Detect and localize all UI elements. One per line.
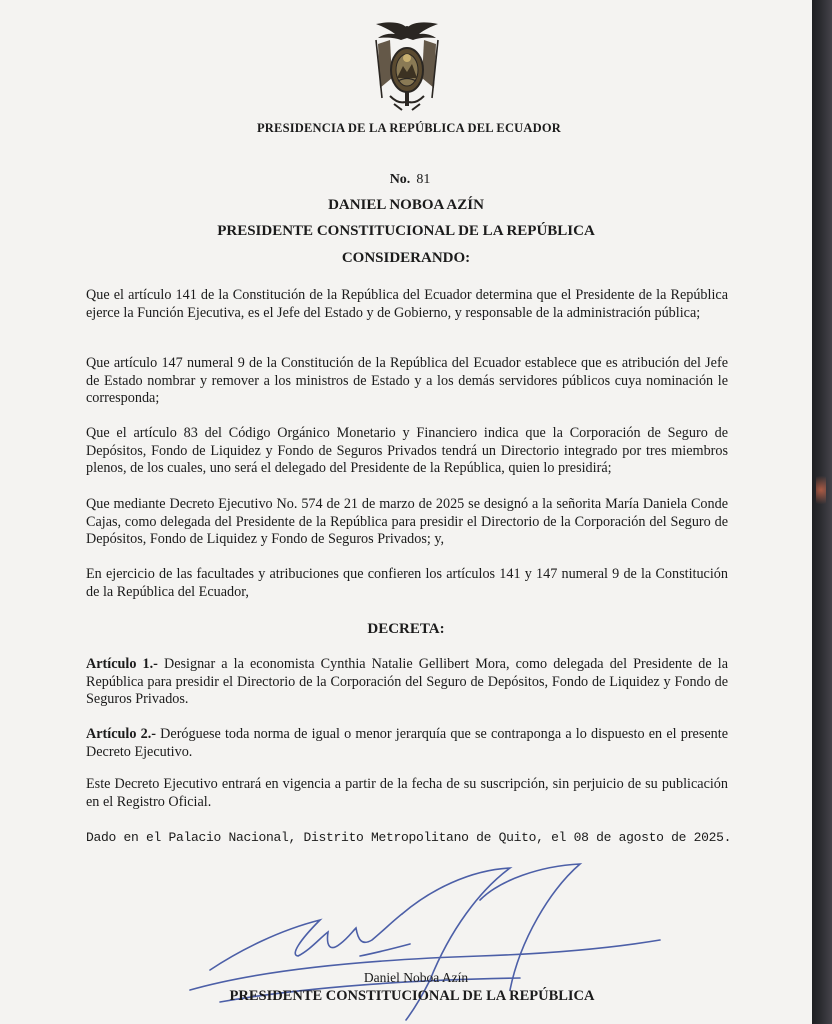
president-name: DANIEL NOBOA AZÍN (328, 197, 484, 213)
article-text: Deróguese toda norma de igual o menor jerarquía que se contraponga a lo dispuesto en el presente Decreto Ejecutivo. (86, 726, 728, 760)
article-text: Designar a la economista Cynthia Natalie Gellibert Mora, como delegada del Presidente de la República para presidir el Directorio de la Corporación del Seguro de Depósitos, Fondo de Liquidez y Fondo de Seguros Privados. (86, 656, 728, 707)
ecuador-coat-of-arms-icon (368, 18, 446, 114)
decree-number-value: 81 (416, 172, 431, 187)
given-at-line: Dado en el Palacio Nacional, Distrito Metropolitano de Quito, el 08 de agosto de 2025. (86, 830, 732, 845)
article-label: Artículo 1.- (86, 656, 158, 672)
considering-heading: CONSIDERANDO: (341, 250, 471, 266)
decree-number-label: No. (389, 172, 411, 187)
decree-number (0, 172, 816, 188)
signer-title: PRESIDENTE CONSTITUCIONAL DE LA REPÚBLICA (229, 988, 595, 1004)
background-edge (812, 0, 832, 1024)
president-title: PRESIDENTE CONSTITUCIONAL DE LA REPÚBLICA (217, 223, 595, 239)
decree-heading: DECRETA: (367, 621, 445, 637)
article-label: Artículo 2.- (86, 726, 156, 742)
consideration-paragraph: Que el artículo 141 de la Constitución de la República del Ecuador determina que el Presidente de la República ejerce la Función Ejecutiva, es el Jefe del Estado y de Gobierno, y responsable de la administración pública; (86, 287, 728, 321)
consideration-paragraph: En ejercicio de las facultades y atribuciones que confieren los artículos 141 y 147 numeral 9 de la Constitución de la República del Ecuador, (86, 566, 728, 600)
consideration-paragraph: Que artículo 147 numeral 9 de la Constitución de la República del Ecuador establece que es atribución del Jefe de Estado nombrar y remover a los ministros de Estado y a los demás servidores públicos cuya nominación le corresponda; (86, 355, 728, 406)
effect-clause: Este Decreto Ejecutivo entrará en vigencia a partir de la fecha de su suscripción, sin perjuicio de su publicación en el Registro Oficial. (86, 776, 728, 810)
signer-name: Daniel Noboa Azín (363, 970, 469, 985)
issuer-heading: PRESIDENCIA DE LA REPÚBLICA DEL ECUADOR (256, 121, 562, 135)
article-1 (86, 656, 728, 709)
consideration-paragraph: Que mediante Decreto Ejecutivo No. 574 de 21 de marzo de 2025 se designó a la señorita María Daniela Conde Cajas, como delegada del Presidente de la República para presidir el Directorio de la Corporación del Seguro de Depósitos, Fondo de Liquidez y Fondo de Seguros Privados; y, (86, 496, 728, 547)
consideration-paragraph: Que el artículo 83 del Código Orgánico Monetario y Financiero indica que la Corporación de Seguro de Depósitos, Fondo de Liquidez y Fondo de Seguros Privados tendrá un Directorio integrado por tres miembros plenos, de los cuales, uno será el delegado del Presidente de la República, quien lo presidirá; (86, 425, 728, 476)
article-2 (86, 726, 728, 761)
